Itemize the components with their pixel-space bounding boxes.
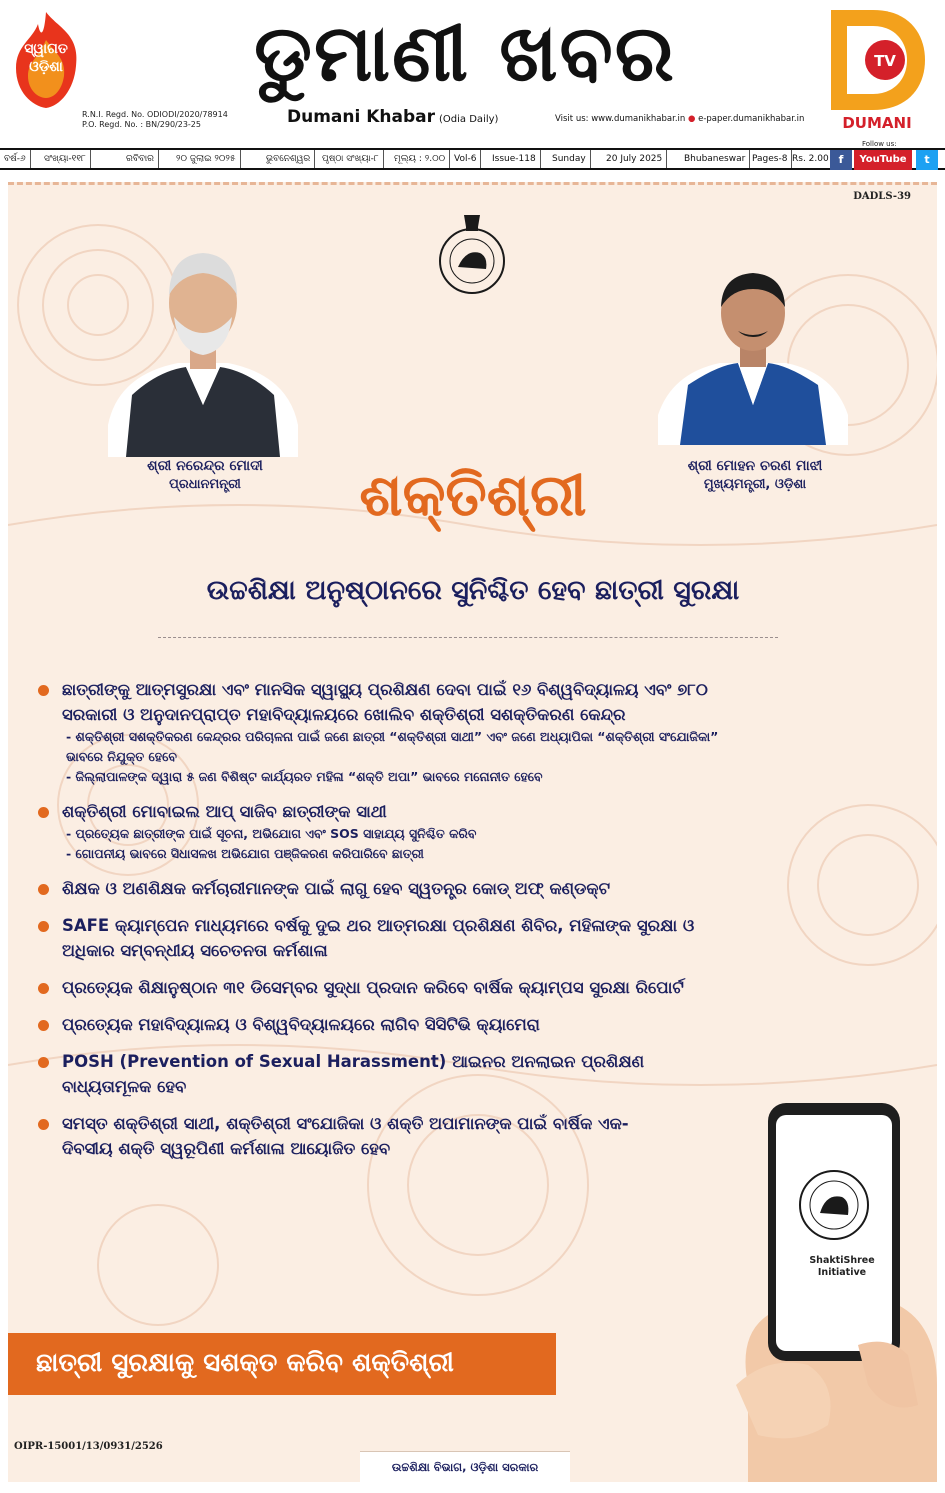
welcome-odisha-badge [10, 10, 82, 110]
right-person-designation: ମୁଖ୍ୟମନ୍ତ୍ରୀ, ଓଡ଼ିଶା [703, 477, 807, 492]
bullet-icon [38, 1020, 49, 1031]
shaktishree-advertisement [8, 182, 937, 1482]
left-person-designation: ପ୍ରଧାନମନ୍ତ୍ରୀ [169, 477, 241, 492]
social-links [826, 148, 942, 172]
list-item [38, 799, 738, 864]
pages-odia: ପୃଷ୍ଠା ସଂଖ୍ୟା-୮ [318, 150, 384, 168]
point-text: SAFE କ୍ୟାମ୍ପେନ ମାଧ୍ୟମରେ ବର୍ଷକୁ ଦୁଇ ଥର ଆତ୍ମରକ୍ଷା ପ୍ରଶିକ୍ଷଣ ଶିବିର, ମହିଳାଙ୍କ ସୁରକ୍ଷା ଓ ଅଧିକାର ସମ୍ବନ୍ଧୀୟ ସଚେତନତା କର୍ମଶାଳା [62, 916, 695, 960]
follow-label: Follow us: [862, 140, 897, 148]
point-text: ଶିକ୍ଷକ ଓ ଅଣଶିକ୍ଷକ କର୍ମଚାରୀମାନଙ୍କ ପାଇଁ ଲାଗୁ ହେବ ସ୍ୱତନ୍ତ୍ର କୋଡ୍ ଅଫ୍ କଣ୍ଡକ୍ଟ [62, 879, 611, 898]
year-odia: ବର୍ଷ-୬ [0, 150, 31, 168]
tv-logo-icon [825, 4, 929, 114]
city: Bhubaneswar [680, 150, 750, 168]
channel-name: DUMANI [842, 114, 912, 132]
epaper-link[interactable]: e-paper.dumanikhabar.in [698, 114, 805, 124]
list-item [38, 1111, 678, 1161]
point-text: ଶକ୍ତିଶ୍ରୀ ମୋବାଇଲ ଆପ୍ ସାଜିବ ଛାତ୍ରୀଙ୍କ ସାଥୀ [62, 802, 387, 821]
dumani-tv-logo [825, 4, 929, 132]
po-number: P.O. Regd. No. : BN/290/23-25 [82, 120, 201, 129]
issue-info-bar [0, 148, 945, 170]
department-name: ଉଚ୍ଚଶିକ୍ଷା ବିଭାଗ, ଓଡ଼ିଶା ସରକାର [360, 1451, 570, 1482]
ad-code: DADLS-39 [853, 191, 911, 202]
subtitle-tag: (Odia Daily) [439, 114, 499, 125]
bullet-icon [38, 921, 49, 932]
list-item [38, 913, 738, 963]
bullet-icon [38, 1119, 49, 1130]
sub-point-text: - ଗୋପନୀୟ ଭାବରେ ସିଧାସଳଖ ଅଭିଯୋଗ ପଞ୍ଜିକରଣ କରିପାରିବେ ଛାତ୍ରୀ [66, 846, 424, 861]
volume: Vol-6 [450, 150, 481, 168]
left-person-name: ଶ୍ରୀ ନରେନ୍ଦ୍ର ମୋଦୀ [147, 458, 263, 474]
subtitle-text: Dumani Khabar [287, 107, 436, 127]
weekday: Sunday [548, 150, 591, 168]
point-text: ଛାତ୍ରୀଙ୍କୁ ଆତ୍ମସୁରକ୍ଷା ଏବଂ ମାନସିକ ସ୍ୱାସ୍ଥ୍ୟ ପ୍ରଶିକ୍ଷଣ ଦେବା ପାଇଁ ୧୬ ବିଶ୍ୱବିଦ୍ୟାଳୟ ଏବଂ ୭୮୦ ସରକାରୀ ଓ ଅନୁଦାନପ୍ରାପ୍ତ ମହାବିଦ୍ୟାଳୟରେ ଖୋଲିବ ଶକ୍ତିଶ୍ରୀ ସଶକ୍ତିକରଣ କେନ୍ଦ୍ର [62, 680, 708, 724]
sub-point-text: - ପ୍ରତ୍ୟେକ ଛାତ୍ରୀଙ୍କ ପାଇଁ ସୂଚନା, ଅଭିଯୋଗ ଏବଂ SOS ସାହାଯ୍ୟ ସୁନିଶ୍ଚିତ କରିବ [66, 826, 477, 841]
scheme-title: ଶକ୍ତିଶ୍ରୀ [359, 461, 587, 529]
bullet-icon [38, 983, 49, 994]
phone-screen-label [792, 1255, 892, 1279]
banner-text: ଛାତ୍ରୀ ସୁରକ୍ଷାକୁ ସଶକ୍ତ କରିବ ଶକ୍ତିଶ୍ରୀ [36, 1348, 454, 1378]
rni-number: R.N.I. Regd. No. ODIODI/2020/78914 [82, 110, 228, 119]
phone-label-line-2: Initiative [817, 1267, 867, 1278]
newspaper-subtitle [287, 107, 498, 127]
issue-odia: ସଂଖ୍ୟା-୧୧୮ [40, 150, 91, 168]
bullet-icon [38, 884, 49, 895]
sub-point-text: - ଶକ୍ତିଶ୍ରୀ ସଶକ୍ତିକରଣ କେନ୍ଦ୍ରର ପରିଚାଳନା ପାଇଁ ଜଣେ ଛାତ୍ରୀ “ଶକ୍ତିଶ୍ରୀ ସାଥୀ” ଏବଂ ଜଣେ ଅଧ୍ୟାପିକା “ଶକ୍ତିଶ୍ରୀ ସଂଯୋଜିକା” ଭାବରେ ନିଯୁକ୍ତ ହେବେ [66, 729, 719, 764]
footer-banner [8, 1333, 556, 1395]
registration-info [82, 110, 228, 130]
bullet-icon [38, 807, 49, 818]
newspaper-title [185, 4, 745, 104]
title-text: ଡୁମାଣୀ ଖବର [254, 9, 676, 99]
smartphone-in-hand-icon [708, 1085, 937, 1482]
twitter-icon[interactable]: t [916, 150, 938, 170]
page-count: Pages-8 [748, 150, 792, 168]
bullet-icon: ● [687, 114, 699, 124]
price-odia: ମୂଲ୍ୟ : ୨.୦୦ [390, 150, 450, 168]
scheme-points-list [38, 677, 738, 1173]
list-item [38, 1012, 678, 1037]
list-item [38, 677, 738, 787]
oipr-code: OIPR-15001/13/0931/2526 [14, 1441, 163, 1452]
issue-date: 20 July 2025 [602, 150, 667, 168]
point-text: ପ୍ରତ୍ୟେକ ମହାବିଦ୍ୟାଳୟ ଓ ବିଶ୍ୱବିଦ୍ୟାଳୟରେ ଲାଗିବ ସିସିଟିଭି କ୍ୟାମେରା [62, 1015, 540, 1034]
right-person-name: ଶ୍ରୀ ମୋହନ ଚରଣ ମାଝୀ [687, 458, 823, 474]
issue-number: Issue-118 [488, 150, 541, 168]
right-person-caption [650, 457, 860, 494]
list-item [38, 1049, 678, 1099]
dashed-divider [158, 637, 778, 638]
odisha-emblem-icon [436, 209, 508, 299]
welcome-badge-text: ସ୍ୱାଗତ ଓଡ଼ିଶା [24, 41, 68, 75]
tv-badge-text: TV [874, 52, 896, 70]
left-person-caption [100, 457, 310, 494]
facebook-icon[interactable]: f [830, 150, 852, 170]
website-info [555, 114, 804, 124]
youtube-icon[interactable]: YouTube [854, 150, 912, 170]
date-odia: ୨୦ ଜୁଲାଇ ୨୦୨୫ [172, 150, 241, 168]
chief-minister-portrait [658, 255, 848, 445]
point-text: POSH (Prevention of Sexual Harassment) ଆଇନର ଅନଲାଇନ ପ୍ରଶିକ୍ଷଣ ବାଧ୍ୟତାମୂଳକ ହେବ [62, 1052, 645, 1096]
bullet-icon [38, 1057, 49, 1068]
sub-point-text: - ଜିଲ୍ଲାପାଳଙ୍କ ଦ୍ୱାରା ୫ ଜଣ ବିଶିଷ୍ଟ କାର୍ଯ୍ୟରତ ମହିଳା “ଶକ୍ତି ଅପା” ଭାବରେ ମନୋନୀତ ହେବେ [66, 769, 543, 784]
city-odia: ଭୁବନେଶ୍ୱର [262, 150, 315, 168]
list-item [38, 876, 738, 901]
newspaper-masthead [0, 0, 945, 166]
list-item [38, 975, 738, 1000]
day-odia: ରବିବାର [122, 150, 159, 168]
price: Rs. 2.00 [792, 154, 829, 164]
phone-label-line-1: ShaktiShree [809, 1255, 875, 1266]
point-text: ସମସ୍ତ ଶକ୍ତିଶ୍ରୀ ସାଥୀ, ଶକ୍ତିଶ୍ରୀ ସଂଯୋଜିକା ଓ ଶକ୍ତି ଅପାମାନଙ୍କ ପାଇଁ ବାର୍ଷିକ ଏକ-ଦିବସୀୟ ଶକ୍ତି ସ୍ୱରୂପିଣୀ କର୍ମଶାଳା ଆୟୋଜିତ ହେବ [62, 1114, 629, 1158]
bullet-icon [38, 685, 49, 696]
website-link[interactable]: Visit us: www.dumanikhabar.in [555, 114, 686, 124]
prime-minister-portrait [108, 225, 298, 457]
point-text: ପ୍ରତ୍ୟେକ ଶିକ୍ଷାନୁଷ୍ଠାନ ୩୧ ଡିସେମ୍ବର ସୁଦ୍ଧା ପ୍ରଦାନ କରିବେ ବାର୍ଷିକ କ୍ୟାମ୍ପସ ସୁରକ୍ଷା ରିପୋର୍ଟ [62, 978, 684, 997]
scheme-tagline: ଉଚ୍ଚଶିକ୍ଷା ଅନୁଷ୍ଠାନରେ ସୁନିଶ୍ଚିତ ହେବ ଛାତ୍ରୀ ସୁରକ୍ଷା [206, 575, 740, 606]
